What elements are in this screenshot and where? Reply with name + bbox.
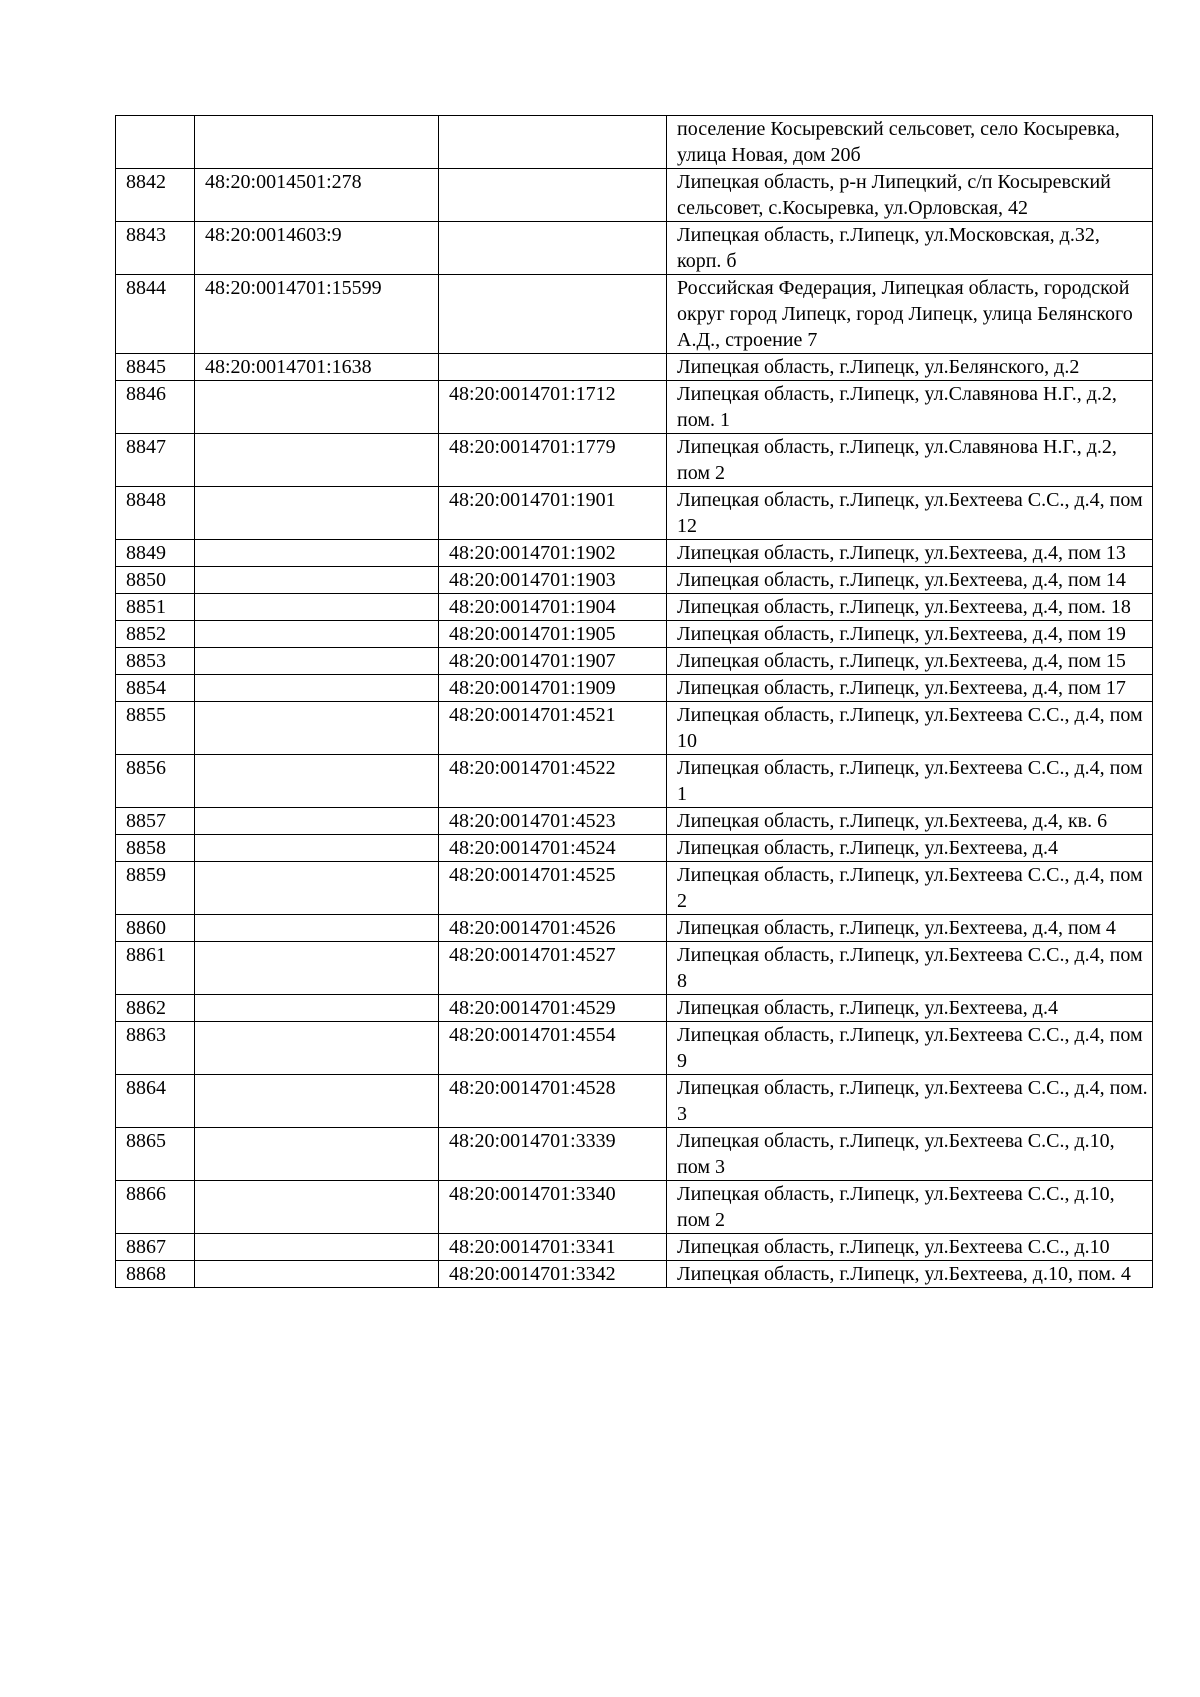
table-row bbox=[116, 594, 1153, 621]
table-row bbox=[116, 354, 1153, 381]
row-number-cell: 8865 bbox=[116, 1128, 195, 1181]
row-number-cell: 8846 bbox=[116, 381, 195, 434]
address-cell: Российская Федерация, Липецкая область, городской округ город Липецк, город Липецк, улица Белянского А.Д., строение 7 bbox=[667, 275, 1153, 354]
address-cell: Липецкая область, г.Липецк, ул.Московская, д.32, корп. б bbox=[667, 222, 1153, 275]
building-cadastral-number-cell: 48:20:0014701:1909 bbox=[439, 675, 667, 702]
building-cadastral-number-cell: 48:20:0014701:1712 bbox=[439, 381, 667, 434]
address-cell: Липецкая область, г.Липецк, ул.Бехтеева, д.4, пом. 18 bbox=[667, 594, 1153, 621]
address-cell: поселение Косыревский сельсовет, село Косыревка, улица Новая, дом 20б bbox=[667, 116, 1153, 169]
land-cadastral-number-cell bbox=[195, 116, 439, 169]
table-row bbox=[116, 915, 1153, 942]
table-row bbox=[116, 648, 1153, 675]
cadastral-registry-table bbox=[115, 115, 1153, 1288]
building-cadastral-number-cell: 48:20:0014701:4554 bbox=[439, 1022, 667, 1075]
address-cell: Липецкая область, г.Липецк, ул.Бехтеева С.С., д.4, пом 2 bbox=[667, 862, 1153, 915]
land-cadastral-number-cell bbox=[195, 755, 439, 808]
row-number-cell: 8862 bbox=[116, 995, 195, 1022]
table-row bbox=[116, 995, 1153, 1022]
table-row bbox=[116, 942, 1153, 995]
row-number-cell: 8849 bbox=[116, 540, 195, 567]
land-cadastral-number-cell bbox=[195, 621, 439, 648]
row-number-cell: 8850 bbox=[116, 567, 195, 594]
address-cell: Липецкая область, р-н Липецкий, с/п Косыревский сельсовет, с.Косыревка, ул.Орловская, 42 bbox=[667, 169, 1153, 222]
land-cadastral-number-cell: 48:20:0014701:15599 bbox=[195, 275, 439, 354]
land-cadastral-number-cell bbox=[195, 808, 439, 835]
address-cell: Липецкая область, г.Липецк, ул.Бехтеева, д.4, пом 14 bbox=[667, 567, 1153, 594]
table-row bbox=[116, 1181, 1153, 1234]
row-number-cell: 8854 bbox=[116, 675, 195, 702]
building-cadastral-number-cell: 48:20:0014701:1901 bbox=[439, 487, 667, 540]
land-cadastral-number-cell bbox=[195, 1075, 439, 1128]
row-number-cell bbox=[116, 116, 195, 169]
row-number-cell: 8847 bbox=[116, 434, 195, 487]
address-cell: Липецкая область, г.Липецк, ул.Бехтеева С.С., д.4, пом 1 bbox=[667, 755, 1153, 808]
building-cadastral-number-cell: 48:20:0014701:1903 bbox=[439, 567, 667, 594]
row-number-cell: 8860 bbox=[116, 915, 195, 942]
table-row bbox=[116, 434, 1153, 487]
address-cell: Липецкая область, г.Липецк, ул.Славянова Н.Г., д.2, пом. 1 bbox=[667, 381, 1153, 434]
table-row bbox=[116, 540, 1153, 567]
row-number-cell: 8858 bbox=[116, 835, 195, 862]
building-cadastral-number-cell: 48:20:0014701:4527 bbox=[439, 942, 667, 995]
address-cell: Липецкая область, г.Липецк, ул.Бехтеева С.С., д.4, пом 9 bbox=[667, 1022, 1153, 1075]
building-cadastral-number-cell bbox=[439, 116, 667, 169]
land-cadastral-number-cell bbox=[195, 995, 439, 1022]
address-cell: Липецкая область, г.Липецк, ул.Бехтеева С.С., д.10, пом 3 bbox=[667, 1128, 1153, 1181]
land-cadastral-number-cell bbox=[195, 675, 439, 702]
building-cadastral-number-cell bbox=[439, 222, 667, 275]
building-cadastral-number-cell: 48:20:0014701:1779 bbox=[439, 434, 667, 487]
table-row bbox=[116, 487, 1153, 540]
address-cell: Липецкая область, г.Липецк, ул.Бехтеева С.С., д.10, пом 2 bbox=[667, 1181, 1153, 1234]
building-cadastral-number-cell: 48:20:0014701:4523 bbox=[439, 808, 667, 835]
land-cadastral-number-cell bbox=[195, 942, 439, 995]
table-row bbox=[116, 1075, 1153, 1128]
building-cadastral-number-cell: 48:20:0014701:1905 bbox=[439, 621, 667, 648]
table-row bbox=[116, 702, 1153, 755]
building-cadastral-number-cell bbox=[439, 354, 667, 381]
address-cell: Липецкая область, г.Липецк, ул.Бехтеева, д.4, пом 17 bbox=[667, 675, 1153, 702]
building-cadastral-number-cell: 48:20:0014701:3342 bbox=[439, 1261, 667, 1288]
address-cell: Липецкая область, г.Липецк, ул.Белянского, д.2 bbox=[667, 354, 1153, 381]
address-cell: Липецкая область, г.Липецк, ул.Бехтеева С.С., д.4, пом 12 bbox=[667, 487, 1153, 540]
building-cadastral-number-cell bbox=[439, 275, 667, 354]
land-cadastral-number-cell bbox=[195, 648, 439, 675]
building-cadastral-number-cell: 48:20:0014701:1907 bbox=[439, 648, 667, 675]
address-cell: Липецкая область, г.Липецк, ул.Бехтеева С.С., д.4, пом 10 bbox=[667, 702, 1153, 755]
table-row bbox=[116, 116, 1153, 169]
building-cadastral-number-cell: 48:20:0014701:4528 bbox=[439, 1075, 667, 1128]
row-number-cell: 8842 bbox=[116, 169, 195, 222]
building-cadastral-number-cell: 48:20:0014701:4529 bbox=[439, 995, 667, 1022]
land-cadastral-number-cell bbox=[195, 862, 439, 915]
row-number-cell: 8855 bbox=[116, 702, 195, 755]
row-number-cell: 8864 bbox=[116, 1075, 195, 1128]
row-number-cell: 8866 bbox=[116, 1181, 195, 1234]
land-cadastral-number-cell bbox=[195, 702, 439, 755]
address-cell: Липецкая область, г.Липецк, ул.Славянова Н.Г., д.2, пом 2 bbox=[667, 434, 1153, 487]
row-number-cell: 8863 bbox=[116, 1022, 195, 1075]
table-row bbox=[116, 275, 1153, 354]
row-number-cell: 8868 bbox=[116, 1261, 195, 1288]
address-cell: Липецкая область, г.Липецк, ул.Бехтеева, д.4 bbox=[667, 995, 1153, 1022]
address-cell: Липецкая область, г.Липецк, ул.Бехтеева, д.4 bbox=[667, 835, 1153, 862]
land-cadastral-number-cell: 48:20:0014701:1638 bbox=[195, 354, 439, 381]
row-number-cell: 8856 bbox=[116, 755, 195, 808]
row-number-cell: 8852 bbox=[116, 621, 195, 648]
land-cadastral-number-cell bbox=[195, 1022, 439, 1075]
table-row bbox=[116, 808, 1153, 835]
table-row bbox=[116, 567, 1153, 594]
building-cadastral-number-cell: 48:20:0014701:3341 bbox=[439, 1234, 667, 1261]
land-cadastral-number-cell bbox=[195, 835, 439, 862]
row-number-cell: 8861 bbox=[116, 942, 195, 995]
land-cadastral-number-cell bbox=[195, 1128, 439, 1181]
table-row bbox=[116, 862, 1153, 915]
address-cell: Липецкая область, г.Липецк, ул.Бехтеева, д.10, пом. 4 bbox=[667, 1261, 1153, 1288]
address-cell: Липецкая область, г.Липецк, ул.Бехтеева, д.4, пом 13 bbox=[667, 540, 1153, 567]
address-cell: Липецкая область, г.Липецк, ул.Бехтеева, д.4, кв. 6 bbox=[667, 808, 1153, 835]
table-row bbox=[116, 675, 1153, 702]
table-row bbox=[116, 169, 1153, 222]
registry-table-body bbox=[116, 116, 1153, 1288]
table-row bbox=[116, 835, 1153, 862]
building-cadastral-number-cell: 48:20:0014701:4525 bbox=[439, 862, 667, 915]
land-cadastral-number-cell bbox=[195, 487, 439, 540]
row-number-cell: 8848 bbox=[116, 487, 195, 540]
address-cell: Липецкая область, г.Липецк, ул.Бехтеева, д.4, пом 19 bbox=[667, 621, 1153, 648]
land-cadastral-number-cell bbox=[195, 1234, 439, 1261]
table-row bbox=[116, 1261, 1153, 1288]
building-cadastral-number-cell: 48:20:0014701:4522 bbox=[439, 755, 667, 808]
table-row bbox=[116, 1234, 1153, 1261]
row-number-cell: 8851 bbox=[116, 594, 195, 621]
address-cell: Липецкая область, г.Липецк, ул.Бехтеева С.С., д.4, пом 8 bbox=[667, 942, 1153, 995]
address-cell: Липецкая область, г.Липецк, ул.Бехтеева, д.4, пом 4 bbox=[667, 915, 1153, 942]
land-cadastral-number-cell bbox=[195, 1261, 439, 1288]
address-cell: Липецкая область, г.Липецк, ул.Бехтеева С.С., д.10 bbox=[667, 1234, 1153, 1261]
building-cadastral-number-cell: 48:20:0014701:4524 bbox=[439, 835, 667, 862]
table-row bbox=[116, 1128, 1153, 1181]
building-cadastral-number-cell: 48:20:0014701:1902 bbox=[439, 540, 667, 567]
building-cadastral-number-cell: 48:20:0014701:3340 bbox=[439, 1181, 667, 1234]
table-row bbox=[116, 1022, 1153, 1075]
table-row bbox=[116, 222, 1153, 275]
row-number-cell: 8867 bbox=[116, 1234, 195, 1261]
table-row bbox=[116, 755, 1153, 808]
table-row bbox=[116, 621, 1153, 648]
row-number-cell: 8843 bbox=[116, 222, 195, 275]
address-cell: Липецкая область, г.Липецк, ул.Бехтеева С.С., д.4, пом. 3 bbox=[667, 1075, 1153, 1128]
land-cadastral-number-cell bbox=[195, 381, 439, 434]
land-cadastral-number-cell bbox=[195, 915, 439, 942]
row-number-cell: 8859 bbox=[116, 862, 195, 915]
building-cadastral-number-cell: 48:20:0014701:1904 bbox=[439, 594, 667, 621]
building-cadastral-number-cell: 48:20:0014701:4526 bbox=[439, 915, 667, 942]
land-cadastral-number-cell: 48:20:0014501:278 bbox=[195, 169, 439, 222]
land-cadastral-number-cell bbox=[195, 594, 439, 621]
row-number-cell: 8844 bbox=[116, 275, 195, 354]
land-cadastral-number-cell bbox=[195, 540, 439, 567]
row-number-cell: 8853 bbox=[116, 648, 195, 675]
land-cadastral-number-cell bbox=[195, 1181, 439, 1234]
table-row bbox=[116, 381, 1153, 434]
building-cadastral-number-cell bbox=[439, 169, 667, 222]
land-cadastral-number-cell bbox=[195, 434, 439, 487]
building-cadastral-number-cell: 48:20:0014701:4521 bbox=[439, 702, 667, 755]
row-number-cell: 8857 bbox=[116, 808, 195, 835]
land-cadastral-number-cell bbox=[195, 567, 439, 594]
land-cadastral-number-cell: 48:20:0014603:9 bbox=[195, 222, 439, 275]
address-cell: Липецкая область, г.Липецк, ул.Бехтеева, д.4, пом 15 bbox=[667, 648, 1153, 675]
row-number-cell: 8845 bbox=[116, 354, 195, 381]
building-cadastral-number-cell: 48:20:0014701:3339 bbox=[439, 1128, 667, 1181]
